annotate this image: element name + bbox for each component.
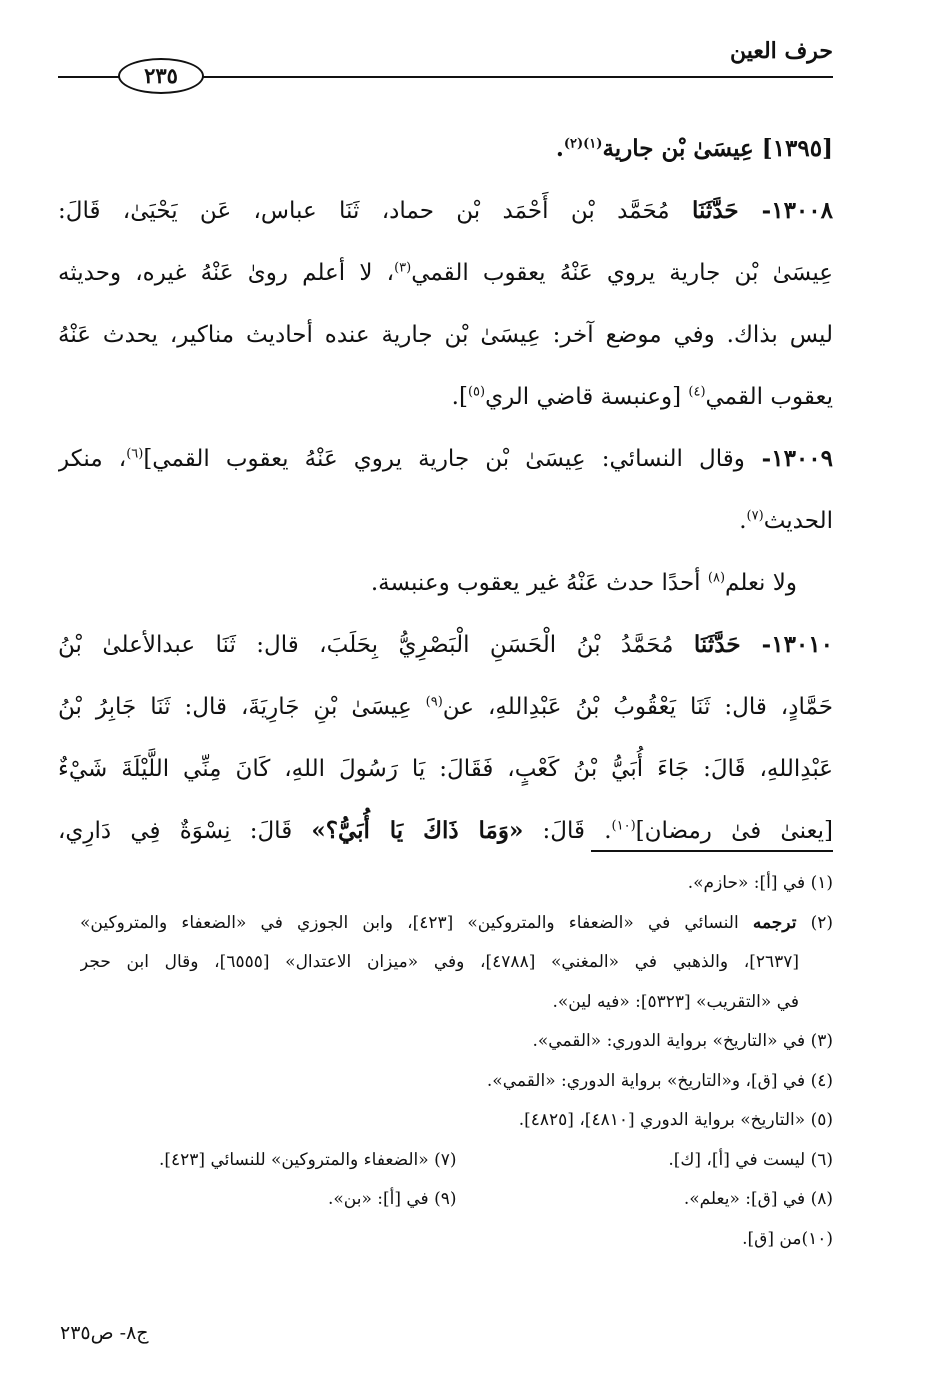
text-line bbox=[58, 180, 833, 242]
text-run: قَالَ: نِسْوَةٌ فِي دَارِي، bbox=[58, 818, 312, 844]
hadith-number: ١٣٠٠٩- bbox=[744, 445, 833, 472]
text-run: حَمَّادٍ، قال: ثَنَا يَعْقُوبُ بْنُ عَبْدِاللهِ، عن bbox=[442, 694, 833, 720]
footnote-1: (١) في [أ]: «حازم». bbox=[687, 873, 833, 893]
footnote-ref: (١٠) bbox=[611, 818, 636, 834]
text-line bbox=[58, 490, 833, 552]
footnote-3: (٣) في «التاريخ» برواية الدوري: «القمي». bbox=[532, 1031, 833, 1051]
text-run: ]. bbox=[451, 384, 468, 410]
footnote-bold-word: ترجمه bbox=[752, 912, 797, 933]
haddathana-word: حَدَّثَنَا bbox=[691, 197, 739, 224]
text-run: ، منكر bbox=[58, 446, 127, 472]
text-line bbox=[58, 676, 833, 738]
prophet-quote: «وَمَا ذَاكَ يَا أُبَيُّ؟» bbox=[311, 817, 524, 844]
text-line bbox=[58, 614, 833, 676]
text-run: . قَالَ: bbox=[523, 818, 612, 844]
text-run: ليس بذاك. وفي موضع آخر: عِيسَىٰ بْن جارية عنده أحاديث مناكير، يحدث عَنْهُ bbox=[58, 322, 833, 348]
footnote-5: (٥) «التاريخ» برواية الدوري [٤٨١٠]، [٤٨٢٥]. bbox=[518, 1110, 833, 1130]
footnote-10: (١٠)من [ق]. bbox=[742, 1228, 833, 1249]
entry-number: [١٣٩٥] bbox=[761, 135, 833, 162]
text-line bbox=[58, 738, 833, 800]
chapter-title: حرف العين bbox=[729, 38, 833, 64]
footnote-row bbox=[80, 1141, 833, 1181]
footnote-6: (٦) ليست في [أ]، [ك]. bbox=[668, 1149, 833, 1170]
footnote-ref: (٧) bbox=[746, 508, 764, 524]
text-run: . bbox=[739, 508, 747, 534]
footnote-8: (٨) في [ق]: «يعلم». bbox=[683, 1189, 833, 1209]
text-run: ولا نعلم bbox=[725, 570, 797, 596]
footnotes bbox=[80, 864, 833, 1259]
footnote-ref: (٨) bbox=[707, 570, 726, 586]
footnote-ref: (٤) bbox=[688, 384, 706, 400]
text-line bbox=[58, 552, 833, 614]
text-line bbox=[58, 366, 833, 428]
text-run: النسائي في «الضعفاء والمتروكين» [٤٢٣]، وابن الجوزي في «الضعفاء والمتروكين» bbox=[80, 912, 753, 933]
footnote-2 bbox=[80, 904, 833, 944]
text-run: مُحَمَّد بْن أَحْمَد بْن حماد، ثَنَا عباس، عَن يَحْيَىٰ، قَالَ: bbox=[58, 198, 692, 224]
footnote-ref: (٦) bbox=[126, 446, 144, 462]
footnote-4: (٤) في [ق]، و«التاريخ» برواية الدوري: «القمي». bbox=[486, 1070, 833, 1091]
volume-page-reference: ج٨- ص٢٣٥ bbox=[60, 1322, 149, 1344]
text-run: الحديث bbox=[763, 508, 833, 534]
text-line bbox=[58, 242, 833, 304]
footnote-9: (٩) في [أ]: «بن». bbox=[327, 1189, 457, 1209]
footnote-ref: (٩) bbox=[425, 694, 443, 710]
footnote-number: (٢) bbox=[796, 912, 833, 933]
text-run: أحدًا حدث عَنْهُ غير يعقوب وعنبسة. bbox=[370, 570, 708, 596]
hadith-number: ١٣٠١٠- bbox=[740, 631, 833, 658]
text-run: عَبْدِاللهِ، قَالَ: جَاءَ أُبَيُّ بْنُ كَعْبٍ، فَقَالَ: يَا رَسُولَ اللهِ، كَانَ مِنِّي اللَّيْلَةَ شَيْءٌ bbox=[58, 756, 833, 782]
footnote-separator bbox=[591, 850, 833, 852]
page-number-badge: ٢٣٥ bbox=[118, 58, 204, 94]
entry-name: عِيسَىٰ بْن جارية bbox=[602, 135, 754, 162]
text-run: [يعنىٰ فىٰ رمضان] bbox=[635, 818, 833, 844]
entry-heading: [١٣٩٥] عِيسَىٰ بْن جارية$^{(١)(٢)}$. bbox=[555, 135, 833, 162]
text-run: يعقوب القمي bbox=[705, 384, 833, 410]
footnote-ref: (٣) bbox=[394, 260, 412, 276]
footnote-2-cont: في «التقريب» [٥٣٢٣]: «فيه لين». bbox=[552, 991, 799, 1012]
footnote-2-cont: [٢٦٣٧]، والذهبي في «المغني» [٤٧٨٨]، وفي «ميزان الاعتدال» [٦٥٥٥]، وقال ابن حجر bbox=[80, 952, 800, 972]
footnote-ref: (٥) bbox=[467, 384, 486, 400]
footnote-row bbox=[80, 1180, 833, 1220]
haddathana-word: حَدَّثَنَا bbox=[693, 631, 741, 658]
main-text bbox=[58, 118, 833, 862]
text-line bbox=[58, 800, 833, 862]
text-line bbox=[58, 304, 833, 366]
text-run: عِيسَىٰ بْنِ جَارِيَةَ، قال: ثَنَا جَابِرُ بْنُ bbox=[58, 694, 426, 720]
footnote-ref: (١)(٢) bbox=[563, 136, 603, 152]
text-line bbox=[58, 428, 833, 490]
text-run: [وعنبسة قاضي الري bbox=[485, 384, 689, 410]
text-run: عِيسَىٰ بْن جارية يروي عَنْهُ يعقوب القمي bbox=[411, 260, 833, 286]
text-run: ، لا أعلم روىٰ عَنْهُ غيره، وحديثه bbox=[58, 260, 395, 286]
hadith-number: ١٣٠٠٨- bbox=[738, 197, 833, 224]
text-run: مُحَمَّدُ بْنُ الْحَسَنِ الْبَصْرِيُّ بِحَلَبَ، قال: ثَنَا عبدالأعلىٰ بْنُ bbox=[58, 632, 694, 658]
footnote-7: (٧) «الضعفاء والمتروكين» للنسائي [٤٢٣]. bbox=[158, 1149, 457, 1170]
text-run: وقال النسائي: عِيسَىٰ بْن جارية يروي عَنْهُ يعقوب القمي] bbox=[143, 446, 745, 472]
